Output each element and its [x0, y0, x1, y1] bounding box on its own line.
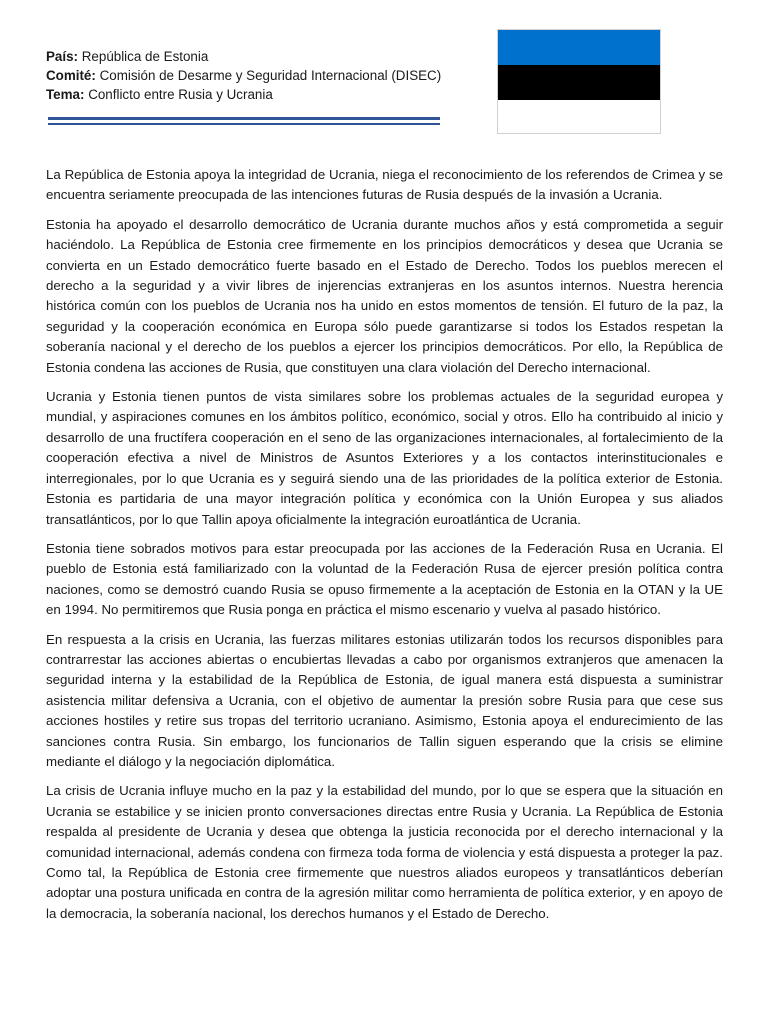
flag-stripe-white	[498, 100, 660, 134]
country-value: República de Estonia	[81, 49, 209, 64]
country-row	[46, 47, 466, 66]
paragraph-2: Estonia ha apoyado el desarrollo democrático de Ucrania durante muchos años y está comprometida a seguir haciéndolo. La República de Estonia cree firmemente en los principios democráticos y desea que Ucrania se convierta en un Estado democrático fuerte basado en el Estado de Derecho. Todos los pueblos merecen el derecho a la seguridad y a vivir libres de injerencias extranjeras en los asuntos internos. Nuestra herencia histórica común con los pueblos de Ucrania nos ha unido en estos momentos de tensión. El futuro de la paz, la seguridad y la cooperación económica en Europa sólo puede garantizarse si todos los Estados respetan la soberanía nacional y el derecho de los pueblos a ejercer los principios democráticos. Por ello, la República de Estonia condena las acciones de Rusia, que constituyen una clara violación del Derecho internacional.	[46, 216, 723, 375]
estonia-flag-icon	[497, 29, 661, 134]
country-label: País:	[46, 49, 79, 64]
paragraph-1: La República de Estonia apoya la integridad de Ucrania, niega el reconocimiento de los referendos de Crimea y se encuentra seriamente preocupada de las intenciones futuras de Rusia después de la invasión a Ucrania.	[46, 167, 723, 203]
flag-stripe-black	[498, 65, 660, 100]
flag-stripe-blue	[498, 30, 660, 65]
header-divider	[48, 117, 440, 127]
divider-line-top	[48, 117, 440, 120]
paragraph-3: Ucrania y Estonia tienen puntos de vista similares sobre los problemas actuales de la seguridad europea y mundial, y aspiraciones comunes en los ámbitos político, económico, social y otros. Ello ha contribuido al inicio y desarrollo de una fructífera cooperación en el seno de las organizaciones internacionales, al fortalecimiento de la cooperación efectiva a nivel de Ministros de Asuntos Exteriores y a los contactos interinstitucionales e interregionales, por lo que Ucrania es y seguirá siendo una de las prioridades de la política exterior de Estonia. Estonia es partidaria de una mayor integración política y económica con la Unión Europea y sus aliados transatlánticos, por lo que Tallin apoya oficialmente la integración euroatlántica de Ucrania.	[46, 389, 723, 527]
header-fields	[46, 47, 466, 104]
committee-row	[46, 66, 466, 85]
committee-label: Comité:	[46, 68, 96, 83]
topic-label: Tema:	[46, 87, 85, 102]
committee-value: Comisión de Desarme y Seguridad Internacional (DISEC)	[99, 68, 442, 83]
paragraph-5: En respuesta a la crisis en Ucrania, las fuerzas militares estonias utilizarán todos los recursos disponibles para contrarrestar las acciones abiertas o encubiertas llevadas a cabo por organismos extranjeros que amenacen la seguridad interna y la estabilidad de la República de Estonia, de igual manera está dispuesta a suministrar asistencia militar defensiva a Ucrania, con el objetivo de aumentar la presión sobre Rusia para que cese sus acciones hostiles y retire sus tropas del territorio ucraniano. Asimismo, Estonia apoya el endurecimiento de las sanciones contra Rusia. Sin embargo, los funcionarios de Tallin siguen esperando que la crisis se elimine mediante el diálogo y la negociación diplomática.	[46, 631, 723, 769]
topic-value: Conflicto entre Rusia y Ucrania	[88, 87, 273, 102]
paragraph-4: Estonia tiene sobrados motivos para estar preocupada por las acciones de la Federación Rusa en Ucrania. El pueblo de Estonia está familiarizado con la voluntad de la Federación Rusa de ejercer presión política contra naciones, como se demostró cuando Rusia se opuso firmemente a la aceptación de Estonia en la OTAN y la UE en 1994. No permitiremos que Rusia ponga en práctica el mismo escenario y vuelva al pasado histórico.	[46, 540, 723, 618]
document-body	[46, 165, 723, 933]
divider-line-bottom	[48, 123, 440, 125]
paragraph-6: La crisis de Ucrania influye mucho en la paz y la estabilidad del mundo, por lo que se espera que la situación en Ucrania se estabilice y se inicien pronto conversaciones directas entre Rusia y Ucrania. La República de Estonia respalda al presidente de Ucrania y desea que obtenga la justicia reconocida por el derecho internacional y la comunidad internacional, además condena con firmeza toda forma de violencia y está dispuesta a proteger la paz. Como tal, la República de Estonia cree firmemente que nuestros aliados europeos y transatlánticos deberían adoptar una postura unificada en contra de la agresión militar como herramienta de política exterior, y en apoyo de la democracia, la soberanía nacional, los derechos humanos y el Estado de Derecho.	[46, 783, 723, 921]
topic-row	[46, 85, 466, 104]
